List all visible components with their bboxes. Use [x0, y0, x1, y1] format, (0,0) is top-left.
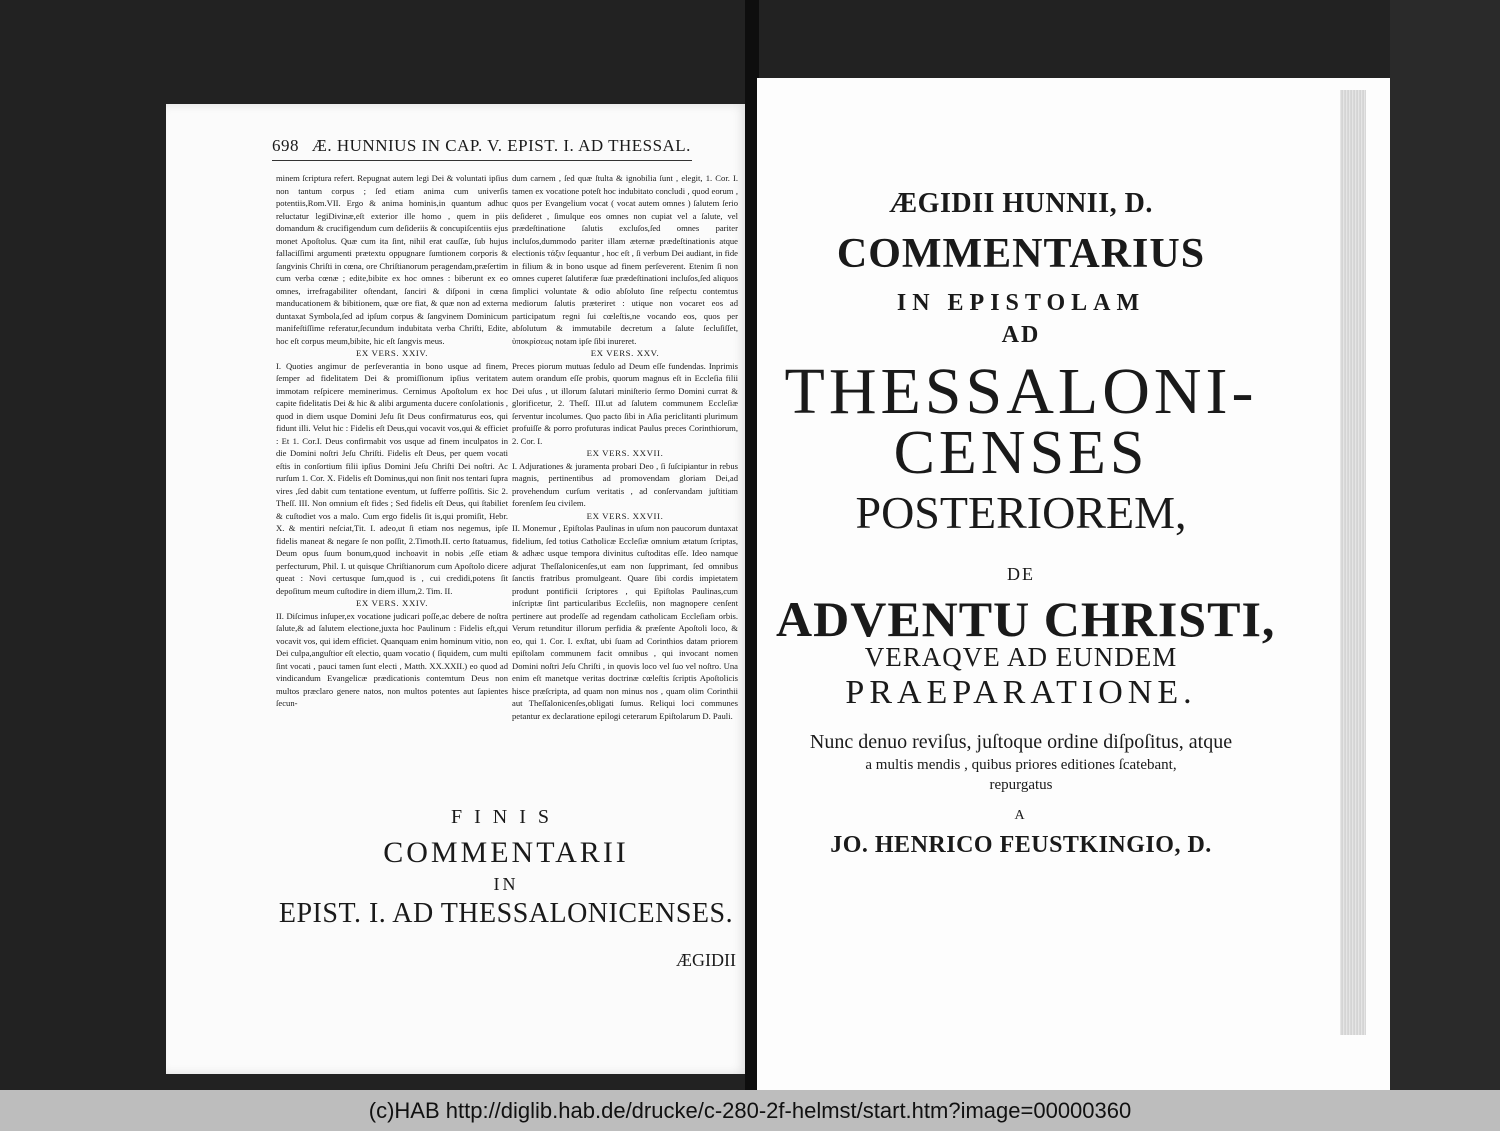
title-in-epistolam: IN EPISTOLAM	[896, 290, 1146, 316]
title-a-multis: a multis mendis , quibus priores editiones ſcatebant,	[865, 757, 1177, 773]
finis-commentarii: COMMENTARII	[383, 836, 629, 869]
title-editor: JO. HENRICO FEUSTKINGIO, D.	[830, 832, 1212, 858]
paragraph: Preces piorum mutuas ſedulo ad Deum eſſe fundendas. Inprimis autem orandum eſſe probis, quorum magnus eſt in Eccleſia filii Dei uſus , ut illorum ſalutari miniſterio ſermo Domini currat & glorificetur, 2. Theſſ. III.ut ad ſalutem communem Eccleſiæ ſerventur incolumes. Quo pacto ſibi in Aſia periclitanti plurimum profuiſſe & porro profuturas indicat Paulus preces Corinthiorum, 2. Cor. I.	[512, 360, 738, 446]
title-author: ÆGIDII HUNNII, D.	[889, 188, 1153, 219]
title-de: DE	[1007, 564, 1035, 584]
text-column-left	[276, 172, 508, 710]
title-adventu: ADVENTU CHRISTI,	[776, 591, 1276, 647]
finis-in: IN	[493, 874, 519, 894]
title-nunc-denuo: Nunc denuo reviſus, juſtoque ordine diſpoſitus, atque	[809, 731, 1233, 753]
page-edges	[1340, 90, 1366, 1035]
finis-epistle: EPIST. I. AD THESSALONICENSES.	[278, 898, 734, 929]
scan-margin	[1390, 0, 1500, 1090]
title-praeparatione: PRAEPARATIONE.	[845, 674, 1197, 711]
paragraph: II. Monemur , Epiſtolas Paulinas in uſum non paucorum duntaxat fidelium, ſed totius Catholicæ Eccleſiæ omnium ætatum ſcriptas, & adhæc usque tempora divinitus cuſtoditas eſſe. Ideo namque adjurat Theſſalonicenſes,ut eam non ſupprimant, ſed omnibus ſanctis fratribus promulgeant. Quare ſibi cordis impietatem produnt pontificii ſcriptores , qui Epiſtolas Paulinas,cum inſcriptæ ſint particularibus Eccleſiis, non magnopere cenſent pertinere aut prodeſſe ad regendam catholicam Eccleſiam orbis. Verum retunditur illorum perfidia & præſente Apoſtoli loco, & eo, qui 1. Cor. I. exſtat, ubi ſuam ad Corinthios datam priorem epiſtolam communem facit omnibus , qui invocant nomen Domini noſtri Jeſu Chriſti , in quovis loco vel ſuo vel noſtro. Una enim eſt manetque veritas doctrinæ cœleſtis ſcriptis Apoſtolicis hisce præſcripta, ad quam non minus nos , quam olim Corinthii aut Theſſalonicenſes,obligati ſumus. Reliqui loci communes petantur ex declaratione epilogi ceterarum Epiſtolarum D. Pauli.	[512, 523, 738, 721]
catchword: ÆGIDII	[676, 950, 736, 970]
title-thessaloni: THESSALONI-	[784, 355, 1258, 428]
verse-heading: EX VERS. XXVII.	[586, 448, 664, 458]
head-rule	[272, 160, 692, 161]
title-veraque: VERAQVE AD EUNDEM	[864, 642, 1178, 672]
text-column-right	[512, 172, 738, 722]
running-head	[272, 136, 692, 156]
verse-heading: EX VERS. XXV.	[590, 348, 660, 358]
title-ad: AD	[1001, 322, 1041, 348]
title-posteriorem: POSTERIOREM,	[855, 487, 1187, 538]
paragraph: dum carnem , ſed quæ ſtulta & ignobilia ſunt , elegit, 1. Cor. I. tamen ex vocatione poteſt hoc indubitato concludi , quod eorum , quos per Evangelium vocat ( vocat autem omnes ) ſalutem ſerio deſideret , ſimulque eos omnes non cupiat vel a ſalute, vel prædeſtinatione ſalutis excluſos,ſed omnes pariter incluſos,dummodo pariter illam æternæ prædeſtinationis atque electionis τάξιν ſequantur , hoc eſt , ſi verbum Dei audiant, in fide in filium & in bono usque ad finem perſeverent. Etenim ſi non omnes cuperet ſalutiferæ ſuæ prædeſtinationi incluſos,ſed aliquos ſimplici voluntate & odio abſoluto ſine reſpectu contemtus mediorum ſalutis præteriret : utique non vocaret eos ad participatum regni ſui cœleſtis,ne vocando eos, quos per abſolutum & immutabile decretum a ſalute ſecluſiſſet, ὑποκρίσεως notam ipſe ſibi inureret.	[512, 173, 738, 346]
title-repurgatus: repurgatus	[989, 777, 1053, 793]
paragraph: minem ſcriptura refert. Repugnat autem legi Dei & voluntati ipſius non tantum corpus ; ſed etiam anima cum univerſis potentiis,Rom.VII. Ergo & anima hominis,in quantum adhuc reluctatur legiDivinæ,eſt exterior ille homo , quem in piis domandum & crucifigendum cum deſideriis & concupiſcentiis ejus monet Apoſtolus. Quæ cum ita ſint, nihil erat cauſſæ, ſub hujus fallaciſſimi argumenti prætextu oppugnare ſumtionem corporis & ſangvinis Chriſti in cœna, ore Chriſtianorum peragendam,præſertim cum verba cœnæ ; edite,bibite ex hoc omnes : biberunt ex eo omnes, irrefragabiliter oſtendant, ſanciri & diſponi in cœna manducationem & bibitionem, quæ ore fiat, & quæ non ad externa duntaxat Symbola,ſed ad ipſum corpus & ſangvinem Dominicum manifeſtiſſime referatur,ſecundum indubitata verba Chriſti, Edite, hoc eſt corpus meum,bibite, hic eſt ſangvis meus.	[276, 173, 508, 346]
verse-heading: EX VERS. XXIV.	[355, 348, 429, 358]
verse-heading: EX VERS. XXIV.	[355, 598, 429, 608]
page-number: 698	[272, 136, 299, 155]
paragraph: II. Diſcimus inſuper,ex vocatione judicari poſſe,ac debere de noſtra ſalute,& ad ſalutem electione,juxta hoc Paulinum : Fidelis eſt,qui vocavit vos, qui idem efficiet. Quanquam enim hominum vitio, non Dei culpa,anguſtior eſt electio, quam vocatio ( ſiquidem, cum multi ſint vocati , pauci tamen ſunt electi , Matth. XX.XXII.) eo quod ad vindicandum Evangelicæ prædicationis contemtum Deus non multos præclaro genere natos, non multos potentes aut ſapientes ſecun-	[276, 610, 508, 708]
paragraph: I. Adjurationes & juramenta probari Deo , ſi ſuſcipiantur in rebus magnis, pertinentibus ad promovendam gloriam Dei,ad provehendum curſum veritatis , ad conſervandam juſtitiam forenſem ſeu civilem.	[512, 460, 738, 508]
title-commentarius: COMMENTARIUS	[836, 231, 1206, 277]
verse-heading: EX VERS. XXVII.	[586, 510, 664, 521]
copyright-footer: (c)HAB http://diglib.hab.de/drucke/c-280-2f-helmst/start.htm?image=00000360	[0, 1090, 1500, 1131]
title-a: A	[1014, 808, 1028, 823]
finis-line: FINIS	[450, 806, 561, 828]
title-censes: CENSES	[893, 419, 1149, 487]
running-head-title: Æ. HUNNIUS IN CAP. V. EPIST. I. AD THESSAL.	[311, 136, 691, 155]
paragraph: I. Quoties angimur de perſeverantia in bono usque ad finem, ſemper ad fidelitatem Dei & promiſſionum ipſius veritatem immotam reſpicere meminerimus. Cernimus Apoſtolum ex hoc capite fidelitatis Dei & hic & alibi argumenta ducere conſolationis , quod in diem usque Domini Jeſu ſit Deus confirmaturus eos, qui fidunt illi. Velut hic : Fidelis eſt Deus,qui vocavit vos,qui & efficiet : Et 1. Cor.I. Deus confirmabit vos usque ad finem inculpatos in die Domini noſtri Jeſu Chriſti. Fidelis eſt Deus, per quem vocati eſtis in conſortium filii ipſius Domini Jeſu Chriſti Dei noſtri. Ac rurſum 1. Cor. X. Fidelis eſt Dominus,qui non ſinit nos tentari ſupra vires ,ſed dabit cum tentatione eventum, ut ſufferre poſſitis. Sic 2. Theſſ. III. Non omnium eſt fides ; Sed fidelis eſt Deus, qui ſtabiliet & cuſtodiet vos a malo. Cum ergo fidelis ſit is,qui promiſit, Hebr. X. & mentiri neſciat,Tit. I. adeo,ut ſi etiam nos negemus, ipſe fidelis maneat & negare ſe non poſſit, 2.Timoth.II. certo ſtatuamus, Deum opus ſuum bonum,quod inchoavit in nobis ,eſſe etiam perfecturum, Phil. I. ut quisque Chriſtianorum cum Apoſtolo dicere queat : Novi certusque ſum,quod is , cui credidi,potens ſit depoſitum meum cuſtodire in diem illum,2. Tim. II.	[276, 360, 508, 596]
